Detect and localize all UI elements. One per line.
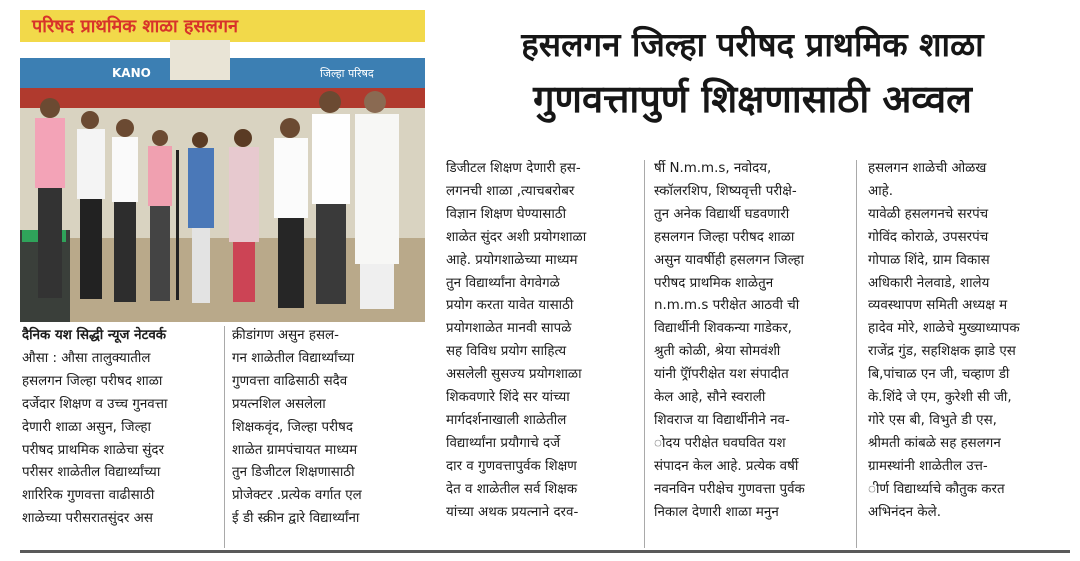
text-line: आहे. प्रयोगशाळेच्या माध्यम [446, 252, 578, 268]
text-line: विद्यार्थ्यांना प्रयौगाचे दर्जे [446, 435, 561, 451]
text-line: विद्यार्थीनी शिवकन्या गाडेकर, [654, 321, 792, 337]
text-line: व्यवस्थापण समिती अध्यक्ष म [868, 298, 1008, 314]
text-line: हादेव मोरे, शाळेचे मुख्याध्यापक [868, 321, 1020, 337]
text-line: प्रयोगशाळेत मानवी सापळे [446, 321, 572, 337]
text-line: असलेली सुसज्य प्रयोगशाळा [446, 367, 582, 383]
text-line: प्रोजेक्टर .प्रत्येक वर्गात एल [232, 488, 362, 504]
article-column-4 [654, 158, 846, 525]
text-line: गुणवत्ता वाढिसाठी सदैव [232, 373, 348, 389]
text-line: ोदय परीक्षेत घवघवित यश [654, 435, 786, 451]
text-line: राजेंद्र गुंड, सहशिक्षक झाडे एस [868, 344, 1016, 360]
text-line: यावेळी हसलगनचे सरपंच [868, 206, 989, 222]
text-line: तुन विद्यार्थ्यांना वेगवेगळे [446, 275, 560, 291]
text-line: शिवराज या विद्यार्थीनीने नव- [654, 412, 790, 428]
text-line: ग्रामस्थांनी शाळेतील उत्त- [868, 458, 988, 474]
text-line: शिक्षकवृंद, जिल्हा परीषद [232, 419, 353, 435]
text-line: लगनची शाळा ,त्याचबरोबर [446, 183, 575, 199]
text-line: n.m.m.s परीक्षेत आठवी ची [654, 298, 800, 314]
text-line: तुन अनेक विद्यार्थी घडवणारी [654, 206, 790, 222]
text-line: गोरे एस बी, विभुते डी एस, [868, 412, 997, 428]
text-line: के.शिंदे जे एम, कुरेशी सी जी, [868, 390, 1012, 406]
column-divider [224, 326, 225, 548]
column-divider [644, 160, 645, 548]
text-line: विज्ञान शिक्षण घेण्यासाठी [446, 206, 567, 222]
text-line: केल आहे, सौने स्वराली [654, 390, 766, 406]
text-line: प्रयत्नशिल असलेला [232, 396, 326, 412]
text-line: सह विविध प्रयोग साहित्य [446, 344, 567, 360]
text-line: बि,पांचाळ एन जी, चव्हाण डी [868, 367, 1010, 383]
text-line: मार्गदर्शनाखाली शाळेतील [446, 412, 567, 428]
text-line: दार व गुणवत्तापुर्वक शिक्षण [446, 458, 577, 474]
text-line: हसलगन शाळेची ओळख [868, 161, 987, 176]
text-line: शाळेत सुंदर अशी प्रयोगशाळा [446, 229, 587, 245]
text-line: परीषद प्राथमिक शाळेचा सुंदर [22, 442, 164, 458]
headline [430, 18, 1075, 126]
microphone-stand [176, 150, 179, 300]
text-line: शाळेत ग्रामपंचायत माध्यम [232, 442, 358, 458]
text-line: शाळेच्या परीसरातसुंदर अस [22, 511, 153, 527]
text-line: संपादन केल आहे. प्रत्येक वर्षी [654, 458, 799, 474]
text-line: स्कॉलरशिप, शिष्यवृत्ती परीक्षे- [654, 183, 797, 199]
article-column-2 [232, 325, 428, 531]
text-line: असुन यावर्षीही हसलगन जिल्हा [654, 252, 804, 268]
text-line: क्रीडांगण असुन हसल- [232, 328, 339, 343]
text-line: देणारी शाळा असुन, जिल्हा [22, 419, 151, 435]
text-line: ीर्ण विद्यार्थ्याचे कौतुक करत [868, 481, 1005, 497]
text-line: गन शाळेतील विद्यार्थ्यांच्या [232, 350, 355, 366]
column-divider [856, 160, 857, 548]
headline-line-1: हसलगन जिल्हा परीषद प्राथमिक शाळा [521, 25, 984, 64]
text-line: परीषद प्राथमिक शाळेतुन [654, 275, 774, 291]
page-bottom-rule [20, 550, 1070, 553]
text-line: र्षी N.m.m.s, नवोदय, [654, 161, 772, 176]
wall-text-right: जिल्हा परिषद [320, 67, 374, 80]
article-column-5 [868, 158, 1064, 525]
text-line: श्रुती कोळी, श्रेया सोमवंशी [654, 344, 781, 360]
text-line: डिजीटल शिक्षण देणारी हस- [446, 161, 581, 176]
byline: दैनिक यश सिद्धी न्यूज नेटवर्क [22, 328, 167, 343]
text-line: हसलगन जिल्हा परीषद शाळा [22, 373, 163, 389]
wall-text-left: KANO [112, 66, 151, 80]
article-column-1 [22, 325, 218, 531]
headline-line-2: गुणवत्तापुर्ण शिक्षणासाठी अव्वल [533, 77, 972, 121]
text-line: आहे. [868, 183, 894, 199]
text-line: निकाल देणारी शाळा मनुन [654, 504, 779, 520]
text-line: नवनविन परीक्षेच गुणवत्ता पुर्वक [654, 481, 805, 497]
text-line: शारिरिक गुणवत्ता वाढीसाठी [22, 488, 155, 504]
text-line: प्रयोग करता यावेत यासाठी [446, 298, 574, 314]
text-line: तुन डिजीटल शिक्षणासाठी [232, 465, 355, 481]
text-line: हसलगन जिल्हा परीषद शाळा [654, 229, 795, 245]
text-line: दर्जेदार शिक्षण व उच्च गुनवत्ता [22, 396, 168, 412]
text-line: गोपाळ शिंदे, ग्राम विकास [868, 252, 990, 268]
text-line: अभिनंदन केले. [868, 504, 941, 520]
text-line: गोविंद कोराळे, उपसरपंच [868, 229, 989, 245]
banner-text: परिषद प्राथमिक शाळा हसलगन [32, 16, 238, 37]
text-line: देत व शाळेतील सर्व शिक्षक [446, 481, 578, 497]
text-line: औसा : औसा तालुक्यातील [22, 350, 151, 366]
text-line: ई डी स्क्रीन द्वारे विद्यार्थ्यांना [232, 511, 360, 527]
group-photo-illustration [20, 10, 425, 322]
text-line: यांच्या अथक प्रयत्नाने दरव- [446, 504, 579, 520]
article-column-3 [446, 158, 638, 525]
text-line: अधिकारी नेलवाडे, शालेय [868, 275, 990, 291]
text-line: शिकवणारे शिंदे सर यांच्या [446, 390, 570, 406]
text-line: श्रीमती कांबळे सह हसलगन [868, 435, 1001, 451]
news-photo [20, 10, 425, 322]
text-line: यांनी ऍ्रॉपरीक्षेत यश संपादीत [654, 367, 789, 383]
text-line: परीसर शाळेतील विद्यार्थ्यांच्या [22, 465, 161, 481]
